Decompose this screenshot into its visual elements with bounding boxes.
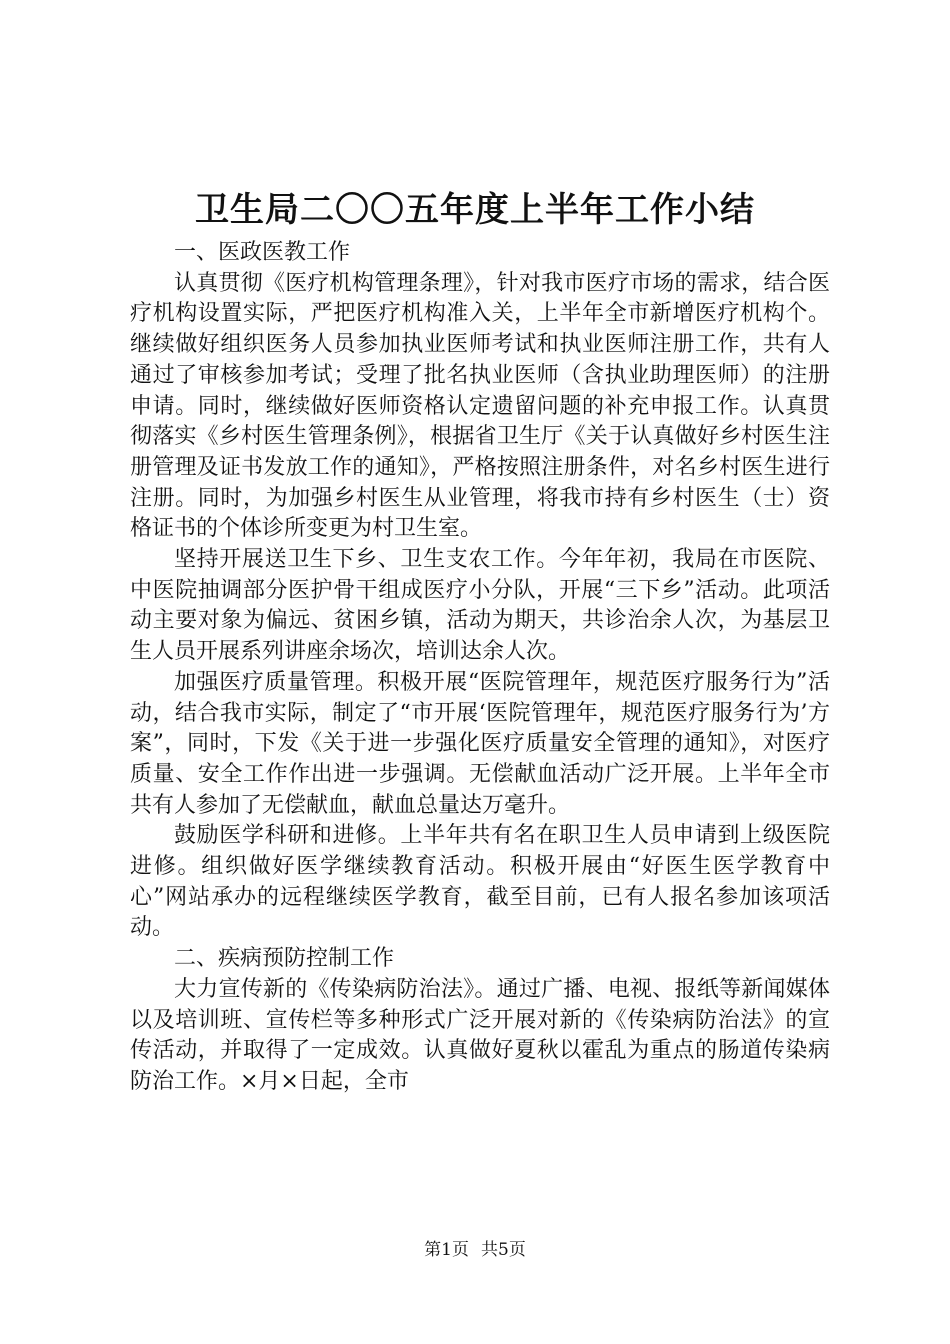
section-heading: 一、医政医教工作 bbox=[174, 240, 351, 265]
body-paragraph: 鼓励医学科研和进修。上半年共有名在职卫生人员申请到上级医院进修。组织做好医学继续教育活动。积极开展由“好医生医学教育中心”网站承办的远程继续医学教育，截至目前，已有人报名参加该项活动。 bbox=[130, 823, 830, 941]
page-footer bbox=[0, 1238, 950, 1262]
body-paragraph: 加强医疗质量管理。积极开展“医院管理年，规范医疗服务行为”活动，结合我市实际，制定了“市开展‘医院管理年，规范医疗服务行为’方案”，同时，下发《关于进一步强化医疗质量安全管理的通知》，对医疗质量、安全工作作出进一步强调。无偿献血活动广泛开展。上半年全市共有人参加了无偿献血，献血总量达万毫升。 bbox=[130, 669, 830, 818]
section-heading: 二、疾病预防控制工作 bbox=[174, 946, 395, 972]
body-paragraph: 坚持开展送卫生下乡、卫生支农工作。今年年初，我局在市医院、中医院抽调部分医护骨干组成医疗小分队，开展“三下乡”活动。此项活动主要对象为偏远、贫困乡镇，活动为期天，共诊治余人次，为基层卫生人员开展系列讲座余场次，培训达余人次。 bbox=[130, 547, 830, 665]
document-body bbox=[130, 238, 830, 1098]
body-paragraph: 认真贯彻《医疗机构管理条理》，针对我市医疗市场的需求，结合医疗机构设置实际，严把医疗机构准入关，上半年全市新增医疗机构个。继续做好组织医务人员参加执业医师考试和执业医师注册工作，共有人通过了审核参加考试；受理了批名执业医师（含执业助理医师）的注册申请。同时，继续做好医师资格认定遗留问题的补充申报工作。认真贯彻落实《乡村医生管理条例》，根据省卫生厅《关于认真做好乡村医生注册管理及证书发放工作的通知》，严格按照注册条件，对名乡村医生进行注册。同时，为加强乡村医生从业管理，将我市持有乡村医生（士）资格证书的个体诊所变更为村卫生室。 bbox=[130, 270, 830, 542]
page-total: 共5页 bbox=[481, 1240, 526, 1260]
page-number: 第1页 bbox=[424, 1240, 469, 1260]
document-title: 卫生局二〇〇五年度上半年工作小结 bbox=[195, 190, 755, 230]
body-paragraph: 大力宣传新的《传染病防治法》。通过广播、电视、报纸等新闻媒体以及培训班、宣传栏等多种形式广泛开展对新的《传染病防治法》的宣传活动，并取得了一定成效。认真做好夏秋以霍乱为重点的肠道传染病防治工作。×月×日起，全市 bbox=[130, 976, 830, 1094]
